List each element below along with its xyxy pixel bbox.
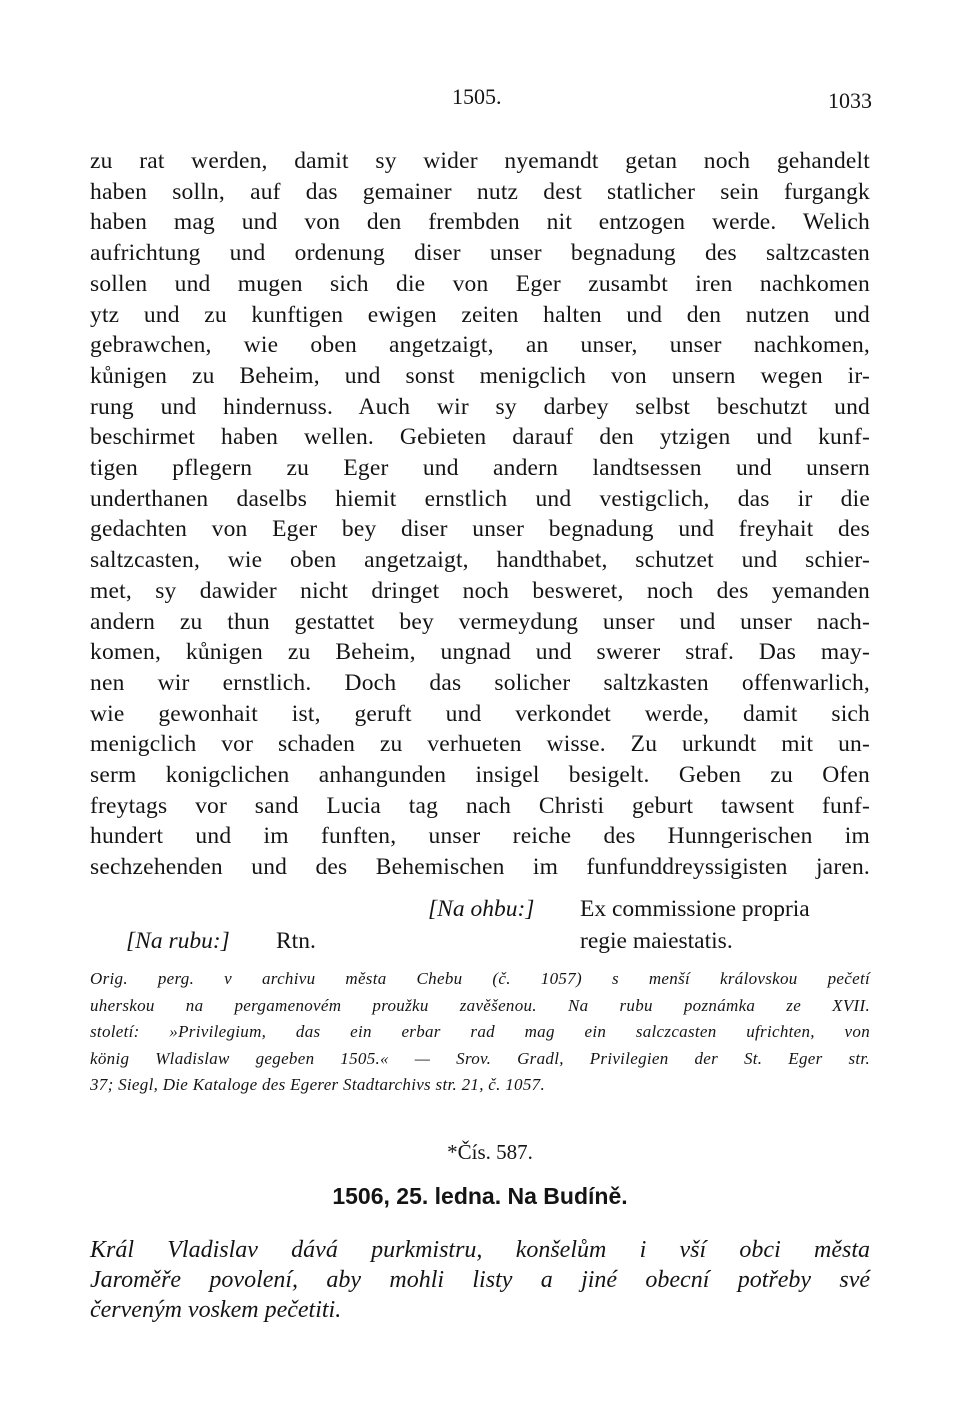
body-line: menigclich vor schaden zu verhueten wisse. Zu urkundt mit un-	[90, 731, 870, 758]
note-line: 37; Siegl, Die Kataloge des Egerer Stadtarchivs str. 21, č. 1057.	[90, 1075, 545, 1094]
body-line: underthanen daselbs hiemit ernstlich und vestigclich, das ir die	[90, 485, 870, 512]
note-line: uherskou na pergamenovém proužku zavěšenou. Na rubu poznámka ze XVII.	[90, 995, 870, 1015]
note-line: Orig. perg. v archivu města Chebu (č. 1057) s menší královskou pečetí	[90, 969, 870, 988]
running-year: 1505.	[452, 84, 502, 109]
note-line: könig Wladislaw gegeben 1505.« — Srov. Gradl, Privilegien der St. Eger str.	[90, 1048, 870, 1068]
page-number: 1033	[828, 88, 872, 113]
body-line: saltzcasten, wie oben angetzaigt, handthabet, schutzet und schier-	[90, 547, 870, 574]
fold-annotation: [Na ohbu:]	[428, 896, 535, 922]
summary-line: Jaroměře povolení, aby mohli listy a jiné obecní potřeby své	[90, 1267, 870, 1293]
body-line: zu rat werden, damit sy wider nyemandt getan noch gehandelt	[90, 148, 870, 174]
regest-summary	[90, 1235, 870, 1325]
body-line: komen, kůnigen zu Beheim, ungnad und swerer straf. Das may-	[90, 639, 870, 666]
body-line: wie gewonhait ist, geruft und verkondet werde, damit sich	[90, 700, 870, 727]
commission-line-2: regie maiestatis.	[580, 928, 733, 954]
document-number: *Čís. 587.	[447, 1140, 533, 1164]
body-line: haben solln, auf das gemainer nutz dest statlicher sein furgangk	[90, 178, 870, 205]
body-line: haben mag und von den frembden nit entzogen werde. Welich	[90, 209, 870, 236]
page-header	[90, 84, 880, 114]
body-line: hundert und im funften, unser reiche des Hunngerischen im	[90, 823, 870, 850]
signature-block	[90, 896, 880, 966]
body-line: freytags vor sand Lucia tag nach Christi geburt tawsent funf-	[90, 792, 870, 819]
body-line: kůnigen zu Beheim, und sonst menigclich von unsern wegen ir-	[90, 362, 870, 389]
registration-mark: Rtn.	[276, 928, 316, 954]
body-line: beschirmet haben wellen. Gebieten darauf den ytzigen und kunf-	[90, 424, 870, 451]
body-line: aufrichtung und ordenung diser unser begnadung des saltzcasten	[90, 240, 870, 267]
body-line: met, sy dawider nicht dringet noch besweret, noch des yemanden	[90, 577, 870, 604]
body-line: nen wir ernstlich. Doch das solicher saltzkasten offenwarlich,	[90, 669, 870, 696]
verso-annotation: [Na rubu:]	[126, 928, 230, 954]
document-body	[90, 146, 870, 883]
body-line: gebrawchen, wie oben angetzaigt, an unser, unser nachkomen,	[90, 332, 870, 359]
body-line: sollen und mugen sich die von Eger zusambt iren nachkomen	[90, 270, 870, 297]
body-line: rung und hindernuss. Auch wir sy darbey selbst beschutzt und	[90, 393, 870, 420]
note-line: století: »Privilegium, das ein erbar rad mag ein salczcasten ufrichten, von	[90, 1022, 870, 1041]
body-line: gedachten von Eger bey diser unser begnadung und freyhait des	[90, 516, 870, 543]
archival-notes	[90, 966, 870, 1099]
body-line: serm konigclichen anhangunden insigel besigelt. Geben zu Ofen	[90, 762, 870, 789]
body-line: sechzehenden und des Behemischen im funfunddreyssigisten jaren.	[90, 854, 870, 881]
body-line: tigen pflegern zu Eger und andern landtsessen und unsern	[90, 455, 870, 482]
body-line: andern zu thun gestattet bey vermeydung unser und unser nach-	[90, 608, 870, 635]
summary-line: Král Vladislav dává purkmistru, konšelům i vší obci města	[90, 1237, 870, 1263]
document-date-heading: 1506, 25. ledna. Na Budíně.	[332, 1183, 628, 1209]
summary-line: červeným voskem pečetiti.	[90, 1297, 342, 1323]
body-line: ytz und zu kunftigen ewigen zeiten halten und den nutzen und	[90, 301, 870, 328]
commission-line-1: Ex commissione propria	[580, 896, 810, 922]
